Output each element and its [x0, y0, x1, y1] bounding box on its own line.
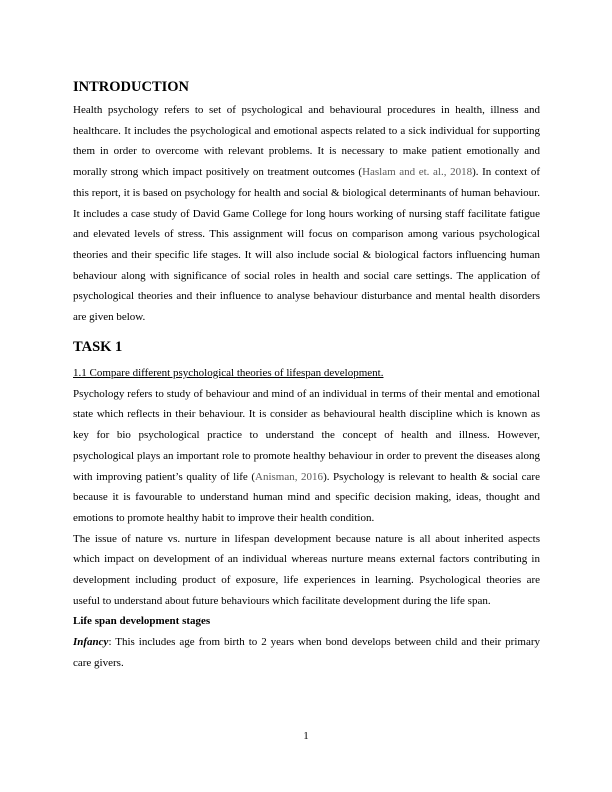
psychology-paragraph	[73, 384, 540, 529]
page-content	[73, 78, 540, 674]
infancy-text: : This includes age from birth to 2 years when bond develops between child and their primary care givers.	[73, 636, 540, 669]
infancy-term: Infancy	[73, 636, 109, 649]
psychology-text-part-1: Psychology refers to study of behaviour and mind of an individual in terms of their mental and emotional state which reflects in their behaviour. It is consider as behavioural health discipline which is known as key for bio psychological practice to understand the concept of health and illness. However, psychological plays an important role to promote healthy behaviour in order to prevent the diseases along with improving patient’s quality of life (	[73, 387, 540, 483]
psychology-text-part-2: ). Psychology is relevant to health & social care because it is favourable to understand human mind and specific decision making, ideas, thought and emotions to promote healthy habit to improve their health condition.	[73, 470, 540, 524]
intro-text-part-2: ). In context of this report, it is based on psychology for health and social & biological determinants of human behaviour. It includes a case study of David Game College for long hours working of nursing staff facilitate fatigue and elevated levels of stress. This assignment will focus on comparison among various psychological theories and their specific life stages. It will also include social & biological factors influencing human behaviour along with significance of social roles in health and social care settings. The application of psychological theories and their influence to analyse behaviour disturbance and mental health disorders are given below.	[73, 166, 540, 324]
infancy-paragraph	[73, 632, 540, 673]
life-span-stages-heading: Life span development stages	[73, 615, 211, 628]
task-1-heading: TASK 1	[73, 338, 123, 355]
intro-text-part-1: Health psychology refers to set of psychological and behavioural procedures in health, illness and healthcare. It includes the psychological and emotional aspects related to a sick individual for supporting them in order to overcome with relevant problems. It is necessary to make patient emotionally and morally strong which impact positively on treatment outcomes (	[73, 104, 540, 179]
page-number: 1	[303, 730, 309, 742]
introduction-paragraph	[73, 100, 540, 328]
introduction-heading: INTRODUCTION	[73, 79, 190, 95]
nature-nurture-paragraph: The issue of nature vs. nurture in lifespan development because nature is all about inherited aspects which impact on development of an individual whereas nurture means external factors contributing in development including product of exposure, life experiences in learning. Psychological theories are useful to understand about future behaviours which facilitate development during the life span.	[73, 532, 540, 607]
citation-anisman: Anisman, 2016	[255, 470, 324, 483]
task-1-subheading: 1.1 Compare different psychological theories of lifespan development.	[73, 366, 384, 379]
citation-haslam: Haslam and et. al., 2018	[362, 166, 473, 179]
